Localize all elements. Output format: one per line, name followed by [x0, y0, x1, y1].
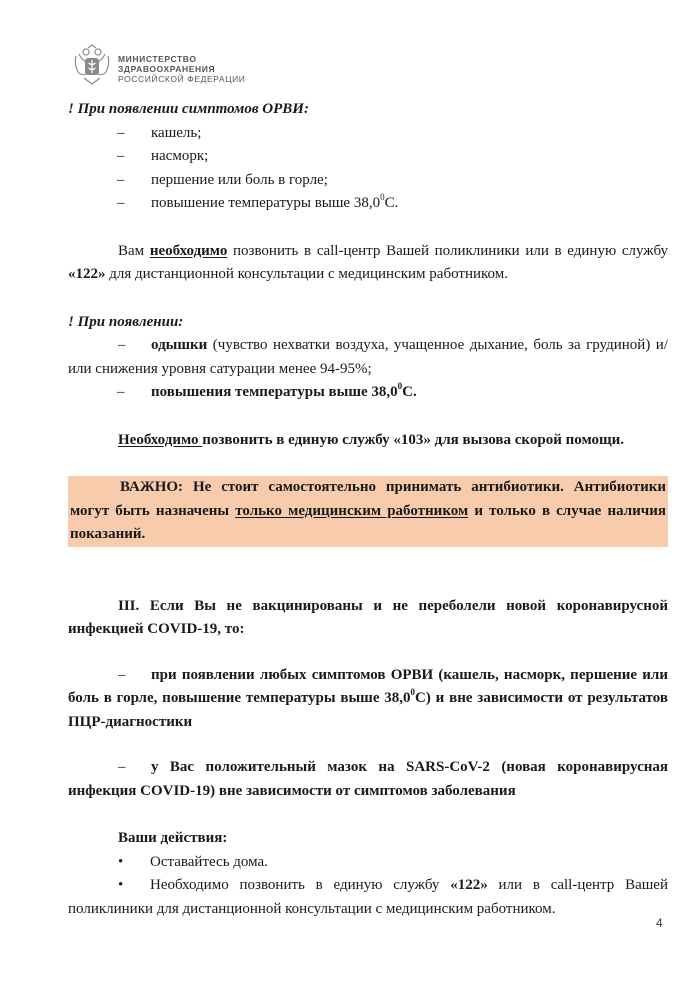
emphasis-necessary: необходимо	[149, 242, 228, 259]
document-body	[68, 98, 668, 921]
list-item	[68, 169, 668, 193]
logo-text-ministry: МИНИСТЕРСТВО	[118, 54, 197, 64]
list-item	[68, 192, 668, 216]
dash-marker: –	[118, 666, 126, 683]
list-item-sore-throat: першение или боль в горле;	[151, 171, 328, 188]
bullet-marker: •	[118, 877, 124, 893]
bullet-marker: •	[118, 853, 124, 870]
list-item-high-temperature: – повышения температуры выше 38,0$^0$С.	[68, 381, 668, 405]
action-bullet-call: • Необходимо позвонить в единую службу «122» или в call-центр Вашей поликлиники для дистанционной консультации с медицинским работником.	[68, 874, 668, 921]
ambulance-paragraph: Необходимо позвонить в единую службу «103» для вызова скорой помощи.	[118, 431, 625, 448]
double-headed-eagle-emblem-icon	[70, 44, 114, 88]
logo-text-federation: РОССИЙСКОЙ ФЕДЕРАЦИИ	[118, 74, 246, 84]
dash-marker: –	[118, 337, 126, 353]
dash-marker: –	[117, 148, 125, 164]
appearance-heading: ! При появлении:	[68, 313, 184, 330]
list-item-runny-nose: насморк;	[151, 148, 209, 164]
action-bullet-stay-home: • Оставайтесь дома.	[68, 851, 668, 875]
call-center-paragraph: Вам необходимо позвонить в call-центр Вашей поликлиники или в единую службу «122» для дистанционной консультации с медицинским работником.	[68, 242, 669, 282]
list-item-shortness-of-breath: – одышки (чувство нехватки воздуха, учащенное дыхание, боль за грудиной) и/или снижения уровня сатурации менее 94-95%;	[68, 334, 668, 381]
emphasis-only-medical-worker: только медицинским работником	[235, 502, 469, 519]
important-antibiotics-notice: ВАЖНО: Не стоит самостоятельно принимать антибиотики. Антибиотики могут быть назначены только медицинским работником и только в случае наличия показаний.	[68, 476, 668, 547]
dash-marker: –	[117, 384, 125, 400]
list-item-cough: кашель;	[151, 124, 202, 141]
dash-marker: –	[117, 124, 125, 141]
list-item-temperature: повышение температуры выше 38,0$^0$С.	[151, 192, 399, 211]
section-3-item-symptoms: – при появлении любых симптомов ОРВИ (кашель, насморк, першение или боль в горле, повышение температуры выше 38,0$^0$С) и вне зависимости от результатов ПЦР-диагностики	[68, 664, 668, 735]
page-number: 4	[656, 916, 663, 930]
service-number-122-bullet: «122»	[450, 877, 488, 893]
logo-text-healthcare: ЗДРАВООХРАНЕНИЯ	[118, 64, 216, 74]
section-3-item-positive-test: – у Вас положительный мазок на SARS-CoV-2 (новая коронавирусная инфекция COVID-19) вне зависимости от симптомов заболевания	[68, 756, 668, 803]
dash-marker: –	[117, 195, 125, 211]
section-3-heading: III. Если Вы не вакцинированы и не переболели новой коронавирусной инфекцией COVID-19, то:	[68, 597, 668, 637]
emphasis-necessary-ambulance: Необходимо	[118, 431, 203, 448]
orvi-symptoms-heading: ! При появлении симптомов ОРВИ:	[68, 101, 309, 117]
list-item	[68, 145, 668, 169]
dash-marker: –	[118, 759, 126, 775]
dash-marker: –	[117, 171, 125, 188]
ministry-logo	[70, 44, 270, 88]
list-item	[68, 122, 668, 146]
your-actions-heading: Ваши действия:	[118, 830, 228, 846]
service-number-122: «122»	[68, 266, 106, 282]
